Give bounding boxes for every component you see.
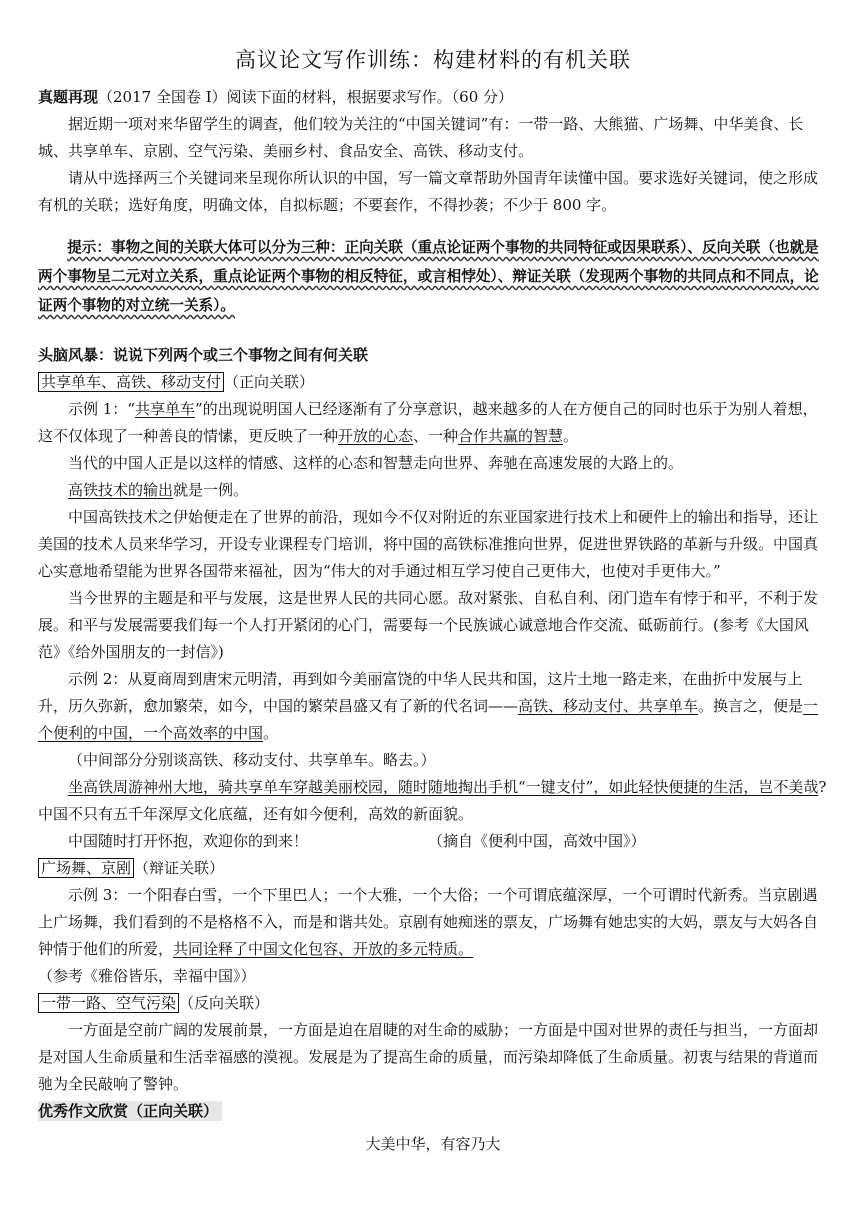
para-f-text: ?中国不只有五千年深厚文化底蕴，还有如今便利，高效的新面貌。 [38,778,827,823]
paragraph-a: 当代的中国人正是以这样的情感、这样的心态和智慧走向世界、奔驰在高速发展的大路上的。 [68,454,684,472]
keyword-box-3: 一带一路、空气污染 [38,993,179,1013]
paragraph-h: 一方面是空前广阔的发展前景，一方面是迫在眉睫的对生命的威胁；一方面是中国对世界的责任与担当，一方面却是对国人生命质量和生活幸福感的漠视。发展是为了提高生命的质量，而污染却降低了生命质量。初衷与结果的背道而驰为全民敲响了警钟。 [38,1021,819,1093]
para-g-source: （摘自《便利中国，高效中国》） [428,832,646,850]
ex3-text-a: 示例 3：一个阳春白雪，一个下里巴人；一个大雅，一个大俗；一个可谓底蕴深厚，一个可谓时代新秀。当京剧遇上广场舞，我们看到的不是格格不入，而是和谐共处。京剧有她痴迷的票友，广场舞有她忠实的大妈，票友与大妈各自钟情于他们的所爱， [38,886,819,958]
ex2-underline-1: 高铁、移动支付、共享单车 [518,697,699,715]
exam-intro-text: （2017 全国卷 I）阅读下面的材料，根据要求写作。（60 分） [98,88,514,106]
ex1-underline-1: 共享单车 [134,400,195,418]
example-1 [38,396,828,450]
ex1-text-d: 。 [563,427,579,445]
document-page [38,44,828,1158]
ex1-underline-3: 合作共赢的智慧 [458,427,564,445]
ex2-text-c: 。 [263,724,279,742]
page-title: 高议论文写作训练：构建材料的有机关联 [235,48,631,72]
example-3 [38,882,828,963]
paragraph-f [38,774,828,828]
exam-material: 据近期一项对来华留学生的调查，他们较为关注的“中国关键词”有：一带一路、大熊猫、广场舞、中华美食、长城、共享单车、京剧、空气污染、美丽乡村、食品安全、高铁、移动支付。 [38,115,804,160]
brainstorm-heading: 头脑风暴：说说下列两个或三个事物之间有何关联 [38,346,369,364]
paragraph-e: （中间部分分别谈高铁、移动支付、共享单车。略去。） [68,751,436,769]
essay-title: 大美中华，有容乃大 [365,1135,501,1153]
paragraph-d: 当今世界的主题是和平与发展，这是世界人民的共同心愿。敌对紧张、自私自利、闭门造车有悖于和平，不利于发展。和平与发展需要我们每一个人打开紧闭的心门，需要每一个民族诚心诚意地合作交流、砥砺前行。(参考《大国风范》《给外国朋友的一封信》) [38,589,819,661]
spacer [38,219,828,233]
hint-text: 提示：事物之间的关联大体可以分为三种：正向关联（重点论证两个事物的共同特征或因果联系）、反向关联（也就是两个事物呈二元对立关系，重点论证两个事物的相反特征，或言相悖处）、辩证关联（发现两个事物的共同点和不同点，论证两个事物的对立统一关系）。 [38,239,819,314]
exam-intro [38,84,828,111]
para-b-underline: 高铁技术的输出 [68,481,174,499]
example-2 [38,666,828,747]
relation-tag-3: （反向关联） [179,994,270,1012]
paragraph-c: 中国高铁技术之伊始便走在了世界的前沿，现如今不仅对附近的东亚国家进行技术上和硬件上的输出和指导，还让美国的技术人员来华学习，开设专业课程专门培训，将中国的高铁标准推向世界，促进世界铁路的革新与升级。中国真心实意地希望能为世界各国带来福祉，因为“伟大的对手通过相互学习使自己更伟大，也使对手更伟大。” [38,508,819,580]
ex1-text-b: ”的出现说明国人已经逐渐有了分享意识，越来越多的人在方便自己的同时也乐于为别人着想，这不仅体现了一种善良的情愫，更反映了一种 [38,400,818,445]
ex1-text-c: 、一种 [413,427,459,445]
example-3-reference: （参考《雅俗皆乐，幸福中国》） [38,967,256,985]
ex3-underline: 共同诠释了中国文化包容、开放的多元特质。 [173,940,474,958]
keyword-box-2: 广场舞、京剧 [38,858,134,878]
group-2 [38,855,828,882]
hint-paragraph [38,233,828,320]
relation-tag-1: （正向关联） [224,373,315,391]
para-g-text: 中国随时打开怀抱，欢迎你的到来！ [68,832,309,850]
ex1-text-a: 示例 1：“ [68,400,135,418]
essay-heading-text: 优秀作文欣赏（正向关联） [38,1101,222,1121]
group-1 [38,369,828,396]
spacer [38,320,828,342]
keyword-box-1: 共享单车、高铁、移动支付 [38,372,224,392]
para-f-underline: 坐高铁周游神州大地，骑共享单车穿越美丽校园，随时随地掏出手机“一键支付”，如此轻快便捷的生活，岂不美哉 [68,778,819,796]
ex2-text-a: 示例 2：从夏商周到唐宋元明清，再到如今美丽富饶的中华人民共和国，这片土地一路走来，在曲折中发展与上升，历久弥新，愈加繁荣，如今，中国的繁荣昌盛又有了新的代名词—— [38,670,803,715]
paragraph-b [38,477,828,504]
ex1-underline-2: 开放的心态 [338,427,414,445]
relation-tag-2: （辩证关联） [134,859,225,877]
ex2-underline-2: 一个便利的中国，一个高效率的中国 [38,697,819,742]
exam-label: 真题再现 [38,88,99,106]
para-b-text: 就是一例。 [173,481,249,499]
essay-heading [38,1098,828,1125]
ex2-text-b: 。换言之，便是 [698,697,804,715]
exam-requirement: 请从中选择两三个关键词来呈现你所认识的中国，写一篇文章帮助外国青年读懂中国。要求选好关键词，使之形成有机的关联；选好角度，明确文体，自拟标题；不要套作，不得抄袭；不少于 800 字。 [38,169,819,214]
paragraph-g [38,828,828,855]
group-3 [38,990,828,1017]
